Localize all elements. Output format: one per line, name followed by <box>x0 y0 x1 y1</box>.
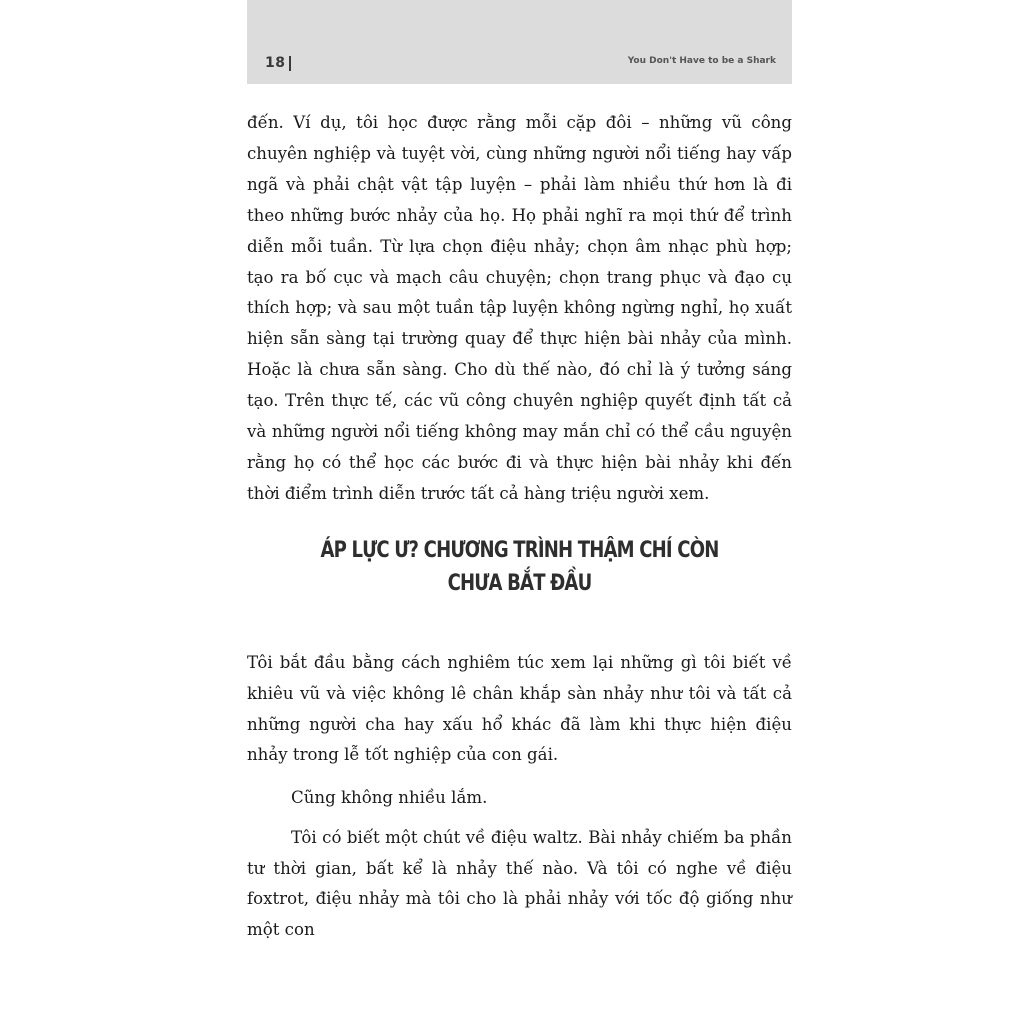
page-header <box>247 0 792 84</box>
section-heading-line-2: CHƯA BẮT ĐẦU <box>447 571 592 596</box>
paragraph-short: Cũng không nhiều lắm. <box>291 788 488 807</box>
header-divider <box>289 56 291 71</box>
paragraph-waltz: Tôi có biết một chút về điệu waltz. Bài nhảy chiếm ba phần tư thời gian, bất kể là nhảy thế nào. Và tôi có nghe về điệu foxtrot, điệu nhảy mà tôi cho là phải nhảy với tốc độ giống như một con <box>247 828 792 939</box>
section-heading <box>296 534 743 600</box>
page-number: 18 <box>265 55 286 71</box>
paragraph-opening: Tôi bắt đầu bằng cách nghiêm túc xem lại những gì tôi biết về khiêu vũ và việc không lê chân khắp sàn nhảy như tôi và tất cả những người cha hay xấu hổ khác đã làm khi thực hiện điệu nhảy trong lễ tốt nghiệp của con gái. <box>247 653 792 765</box>
running-title: You Don't Have to be a Shark <box>627 56 776 66</box>
section-heading-line-1: ÁP LỰC Ư? CHƯƠNG TRÌNH THẬM CHÍ CÒN <box>320 538 719 563</box>
paragraph-continued: đến. Ví dụ, tôi học được rằng mỗi cặp đôi – những vũ công chuyên nghiệp và tuyệt vời, cùng những người nổi tiếng hay vấp ngã và phải chật vật tập luyện – phải làm nhiều thứ hơn là đi theo những bước nhảy của họ. Họ phải nghĩ ra mọi thứ để trình diễn mỗi tuần. Từ lựa chọn điệu nhảy; chọn âm nhạc phù hợp; tạo ra bố cục và mạch câu chuyện; chọn trang phục và đạo cụ thích hợp; và sau một tuần tập luyện không ngừng nghỉ, họ xuất hiện sẵn sàng tại trường quay để thực hiện bài nhảy của mình. Hoặc là chưa sẵn sàng. Cho dù thế nào, đó chỉ là ý tưởng sáng tạo. Trên thực tế, các vũ công chuyên nghiệp quyết định tất cả và những người nổi tiếng không may mắn chỉ có thể cầu nguyện rằng họ có thể học các bước đi và thực hiện bài nhảy khi đến thời điểm trình diễn trước tất cả hàng triệu người xem. <box>247 113 792 503</box>
